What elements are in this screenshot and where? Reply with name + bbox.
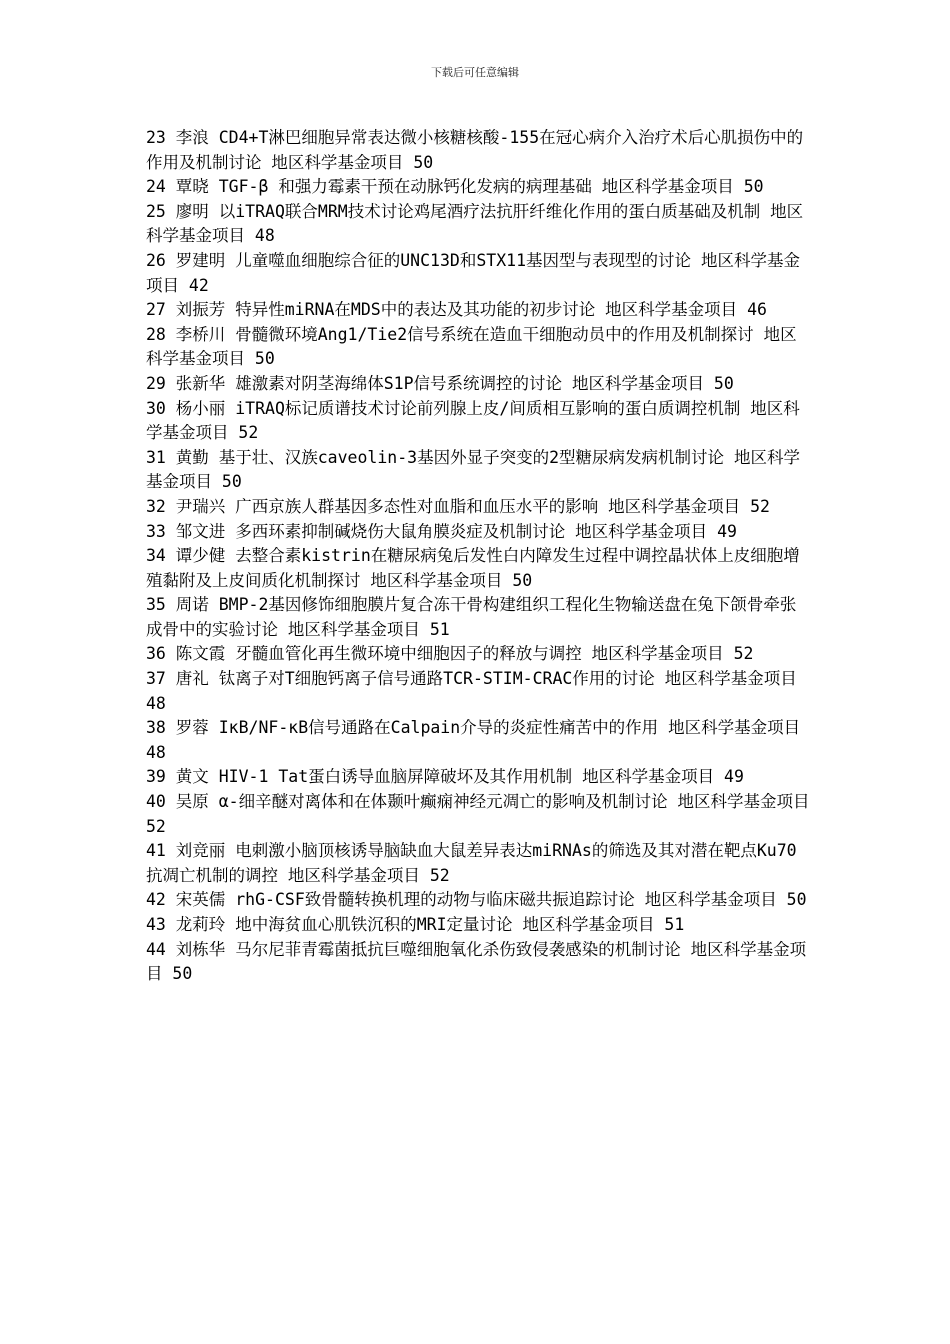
list-item: 32 尹瑞兴 广西京族人群基因多态性对血脂和血压水平的影响 地区科学基金项目 52 <box>146 496 770 516</box>
list-item: 29 张新华 雄激素对阴茎海绵体S1P信号系统调控的讨论 地区科学基金项目 50 <box>146 373 734 393</box>
list-item: 33 邹文进 多西环素抑制碱烧伤大鼠角膜炎症及机制讨论 地区科学基金项目 49 <box>146 521 737 541</box>
list-item: 27 刘振芳 特异性miRNA在MDS中的表达及其功能的初步讨论 地区科学基金项目 46 <box>146 300 767 320</box>
list-item: 41 刘竞丽 电刺激小脑顶核诱导脑缺血大鼠差异表达miRNAs的筛选及其对潜在靶点Ku70抗凋亡机制的调控 地区科学基金项目 52 <box>146 841 797 885</box>
list-item: 35 周诺 BMP-2基因修饰细胞膜片复合冻干骨构建组织工程化生物输送盘在兔下颌骨牵张成骨中的实验讨论 地区科学基金项目 51 <box>146 595 797 639</box>
list-item: 26 罗建明 儿童噬血细胞综合征的UNC13D和STX11基因型与表现型的讨论 地区科学基金项目 42 <box>146 250 800 295</box>
project-list <box>146 126 810 987</box>
list-item: 30 杨小丽 iTRAQ标记质谱技术讨论前列腺上皮/间质相互影响的蛋白质调控机制 地区科学基金项目 52 <box>146 398 800 443</box>
list-item: 31 黄勤 基于壮、汉族caveolin-3基因外显子突变的2型糖尿病发病机制讨论 地区科学基金项目 50 <box>146 447 800 492</box>
list-item: 34 谭少健 去整合素kistrin在糖尿病兔后发性白内障发生过程中调控晶状体上皮细胞增殖黏附及上皮间质化机制探讨 地区科学基金项目 50 <box>146 546 800 590</box>
list-item: 36 陈文霞 牙髓血管化再生微环境中细胞因子的释放与调控 地区科学基金项目 52 <box>146 644 754 664</box>
list-item: 25 廖明 以iTRAQ联合MRM技术讨论鸡尾酒疗法抗肝纤维化作用的蛋白质基础及机制 地区科学基金项目 48 <box>146 201 804 246</box>
list-item: 24 覃晓 TGF-β 和强力霉素干预在动脉钙化发病的病理基础 地区科学基金项目 50 <box>146 177 764 197</box>
list-item: 28 李桥川 骨髓微环境Ang1/Tie2信号系统在造血干细胞动员中的作用及机制探讨 地区科学基金项目 50 <box>146 324 797 369</box>
list-item: 37 唐礼 钛离子对T细胞钙离子信号通路TCR-STIM-CRAC作用的讨论 地区科学基金项目 48 <box>146 669 797 713</box>
list-item: 43 龙莉玲 地中海贫血心肌铁沉积的MRI定量讨论 地区科学基金项目 51 <box>146 915 685 934</box>
list-item: 23 李浪 CD4+T淋巴细胞异常表达微小核糖核酸-155在冠心病介入治疗术后心肌损伤中的作用及机制讨论 地区科学基金项目 50 <box>146 128 804 172</box>
list-item: 42 宋英儒 rhG-CSF致骨髓转换机理的动物与临床磁共振追踪讨论 地区科学基金项目 50 <box>146 890 807 910</box>
list-item: 44 刘栋华 马尔尼菲青霉菌抵抗巨噬细胞氧化杀伤致侵袭感染的机制讨论 地区科学基金项目 50 <box>146 939 807 984</box>
page-header: 下载后可任意编辑 <box>431 66 519 79</box>
list-item: 39 黄文 HIV-1 Tat蛋白诱导血脑屏障破坏及其作用机制 地区科学基金项目 49 <box>146 767 744 787</box>
list-item: 40 吴原 α-细辛醚对离体和在体颞叶癫痫神经元凋亡的影响及机制讨论 地区科学基金项目 52 <box>146 792 810 836</box>
list-item: 38 罗蓉 IκB/NF-κB信号通路在Calpain介导的炎症性痛苦中的作用 地区科学基金项目 48 <box>146 718 801 762</box>
